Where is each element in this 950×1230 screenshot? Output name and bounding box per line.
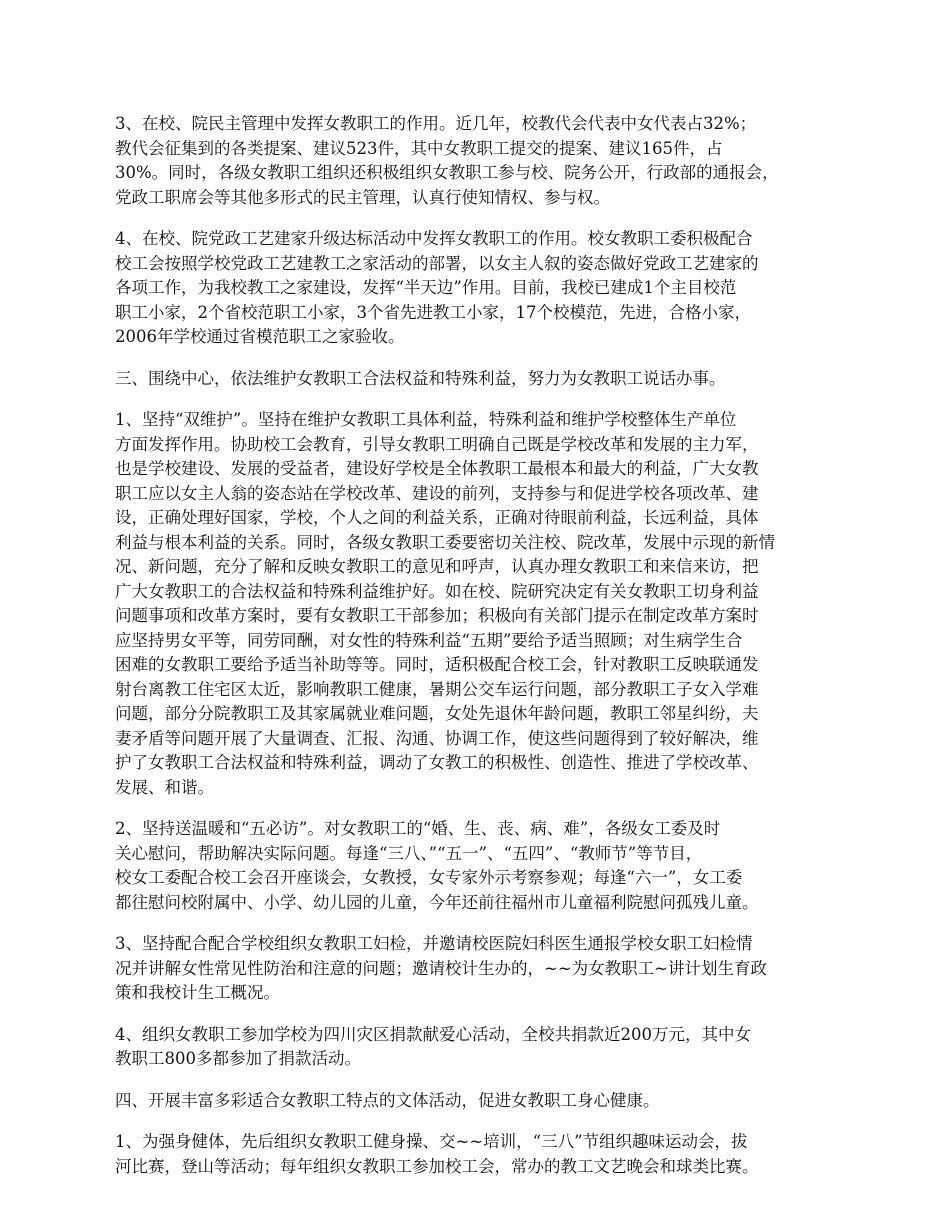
section-heading-activities: 四、开展丰富多彩适合女教职工特点的文体活动，促进女教职工身心健康。	[115, 1090, 660, 1110]
paragraph-home-building: 4、在校、院党政工艺建家升级达标活动中发挥女教职工的作用。校女教职工委积极配合 校工会按照学校党政工艺建教工之家活动的部署，以女主人叙的姿态做好党政工艺建家的 各项工作，为我校教工之家建设，发挥“半天边”作用。目前，我校已建成1个主目校范 职工小家，2个省校范职工小家，3个省先进教工小家，17个校模范，先进，合格小家， 2006年学校通过省模范职工之家验收。	[115, 229, 759, 346]
paragraph-democratic-management: 3、在校、院民主管理中发挥女教职工的作用。近几年，校教代会代表中女代表占32%； 教代会征集到的各类提案、建议523件，其中女教职工提交的提案、建议165件，占 30%。同时，各级女教职工组织还积极组织女教职工参与校、院务公开，行政部的通报会， 党政工职席会等其他多形式的民主管理，认真行使知情权、参与权。	[115, 114, 779, 207]
paragraph-double-protection: 1、坚持“双维护”。坚持在维护女教职工具体利益，特殊利益和维护学校整体生产单位 方面发挥作用。协助校工会教育，引导女教职工明确自己既是学校改革和发展的主力军， 也是学校建设、发展的受益者，建设好学校是全体教职工最根本和最大的利益，广大女教 职工应以女主人翁的姿态站在学校改革、建设的前列，支持参与和促进学校各项改革、建 设，正确处理好国家，学校，个人之间的利益关系，正确对待眼前利益，长远利益，具体 利益与根本利益的关系。同时，各级女教职工委要密切关注校、院改革，发展中示现的新情 况、新问题，充分了解和反映女教职工的意见和呼声，认真办理女教职工和来信来访，把 广大女教职工的合法权益和特殊利益维护好。如在校、院研究决定有关女教职工切身利益 问题事项和改革方案时，要有女教职工干部参加；积极向有关部门提示在制定改革方案时 应坚持男女平等，同劳同酬，对女性的特殊利益“五期”要给予适当照顾；对生病学生合 困难的女教职工要给予适当补助等等。同时，适积极配合校工会，针对教职工反映联通发 射台离教工住宅区太近，影响教职工健康，暑期公交车运行问题，部分教职工子女入学难 问题，部分分院教职工及其家属就业难问题，女处先退休年龄问题，教职工邻星纠纷，夫 妻矛盾等问题开展了大量调查、汇报、沟通、协调工作，使这些问题得到了较好解决，维 护了女教职工合法权益和特殊利益，调动了女教工的积极性、创造性、推进了学校改革、 发展、和谐。	[115, 410, 775, 797]
paragraph-donation: 4、组织女教职工参加学校为四川灾区捐款献爱心活动，全校共捐款近200万元，其中女 教职工800多都参加了捐款活动。	[115, 1024, 751, 1068]
paragraph-fitness: 1、为强身健体，先后组织女教职工健身操、交~~培训，“三八”节组织趣味运动会，拔 河比赛，登山等活动；每年组织女教职工参加校工会，常办的教工文艺晚会和球类比赛。	[115, 1132, 759, 1176]
section-heading-rights: 三、围绕中心，依法维护女教职工合法权益和特殊利益，努力为女教职工说话办事。	[115, 368, 726, 388]
paragraph-health-checks: 3、坚持配合配合学校组织女教职工妇检，并邀请校医院妇科医生通报学校女职工妇检情 况并讲解女性常见性防治和注意的问题；邀请校计生办的，~~为女教职工~讲计划生育政 策和我校计生工概况。	[115, 934, 767, 1002]
paragraph-warmth-visits: 2、坚持送温暖和“五必访”。对女教职工的“婚、生、丧、病、难”，各级女工委及时 关心慰问，帮助解决实际问题。每逢“三八、”“五一”、“五四”、“教师节”等节目， 校女工委配合校工会召开座谈会，女教授，女专家外示考察参观；每逢“六一”，女工委 都往慰问校附属中、小学、幼儿园的儿童，今年还前往福州市儿童福利院慰问孤残儿童。	[115, 819, 759, 912]
document-body	[115, 112, 840, 1196]
